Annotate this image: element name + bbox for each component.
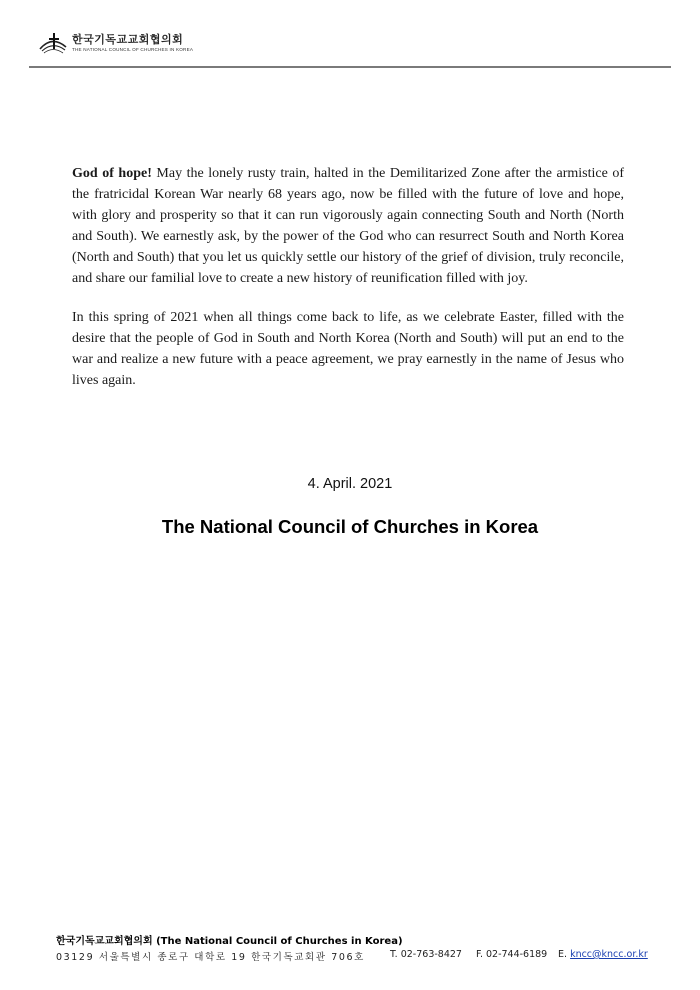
footer-fax: F. 02-744-6189 <box>476 949 548 960</box>
header-divider <box>29 66 671 68</box>
footer <box>56 932 676 965</box>
footer-address: 03129 서울특별시 종로구 대학로 19 한국기독교회관 706호 <box>56 952 365 963</box>
paragraph-2: In this spring of 2021 when all things come back to life, as we celebrate Easter, filled with the desire that the people of God in South and North Korea (North and South) will put an end to the war and realize a new future with a peace agreement, we pray earnestly in the name of Jesus who lives again. <box>72 310 624 388</box>
letter-date: 4. April. 2021 <box>307 476 393 492</box>
letterhead-org-korean: 한국기독교교회협의회 <box>72 32 184 46</box>
paragraph-1 <box>72 163 624 289</box>
letterhead <box>38 28 193 58</box>
email-link[interactable]: kncc@kncc.or.kr <box>570 949 648 960</box>
signatory-organization: The National Council of Churches in Korea <box>161 516 539 537</box>
footer-phone: T. 02-763-8427 <box>390 949 462 960</box>
paragraph-1-text: May the lonely rusty train, halted in the Demilitarized Zone after the armistice of the fratricidal Korean War nearly 68 years ago, now be filled with the future of love and hope, with glory and prosperity so that it can run vigorously again connecting South and North (North and South). We earnestly ask, by the power of the God who can resurrect South and North Korea (North and South) that you let us quickly settle our history of the grief of division, truly reconcile, and share our familial love to create a new history of reunification filled with joy. <box>72 166 624 286</box>
footer-contact <box>56 949 676 965</box>
letter-body <box>72 163 624 409</box>
paragraph-1-lead: God of hope! <box>72 166 152 181</box>
cross-dove-logo-icon <box>38 31 68 55</box>
footer-email-prefix: E. <box>558 949 568 960</box>
footer-email <box>558 949 648 960</box>
letterhead-org-english: THE NATIONAL COUNCIL OF CHURCHES IN KOREA <box>72 46 194 52</box>
footer-org-name: 한국기독교교회협의회 (The National Council of Churches in Korea) <box>56 936 403 947</box>
